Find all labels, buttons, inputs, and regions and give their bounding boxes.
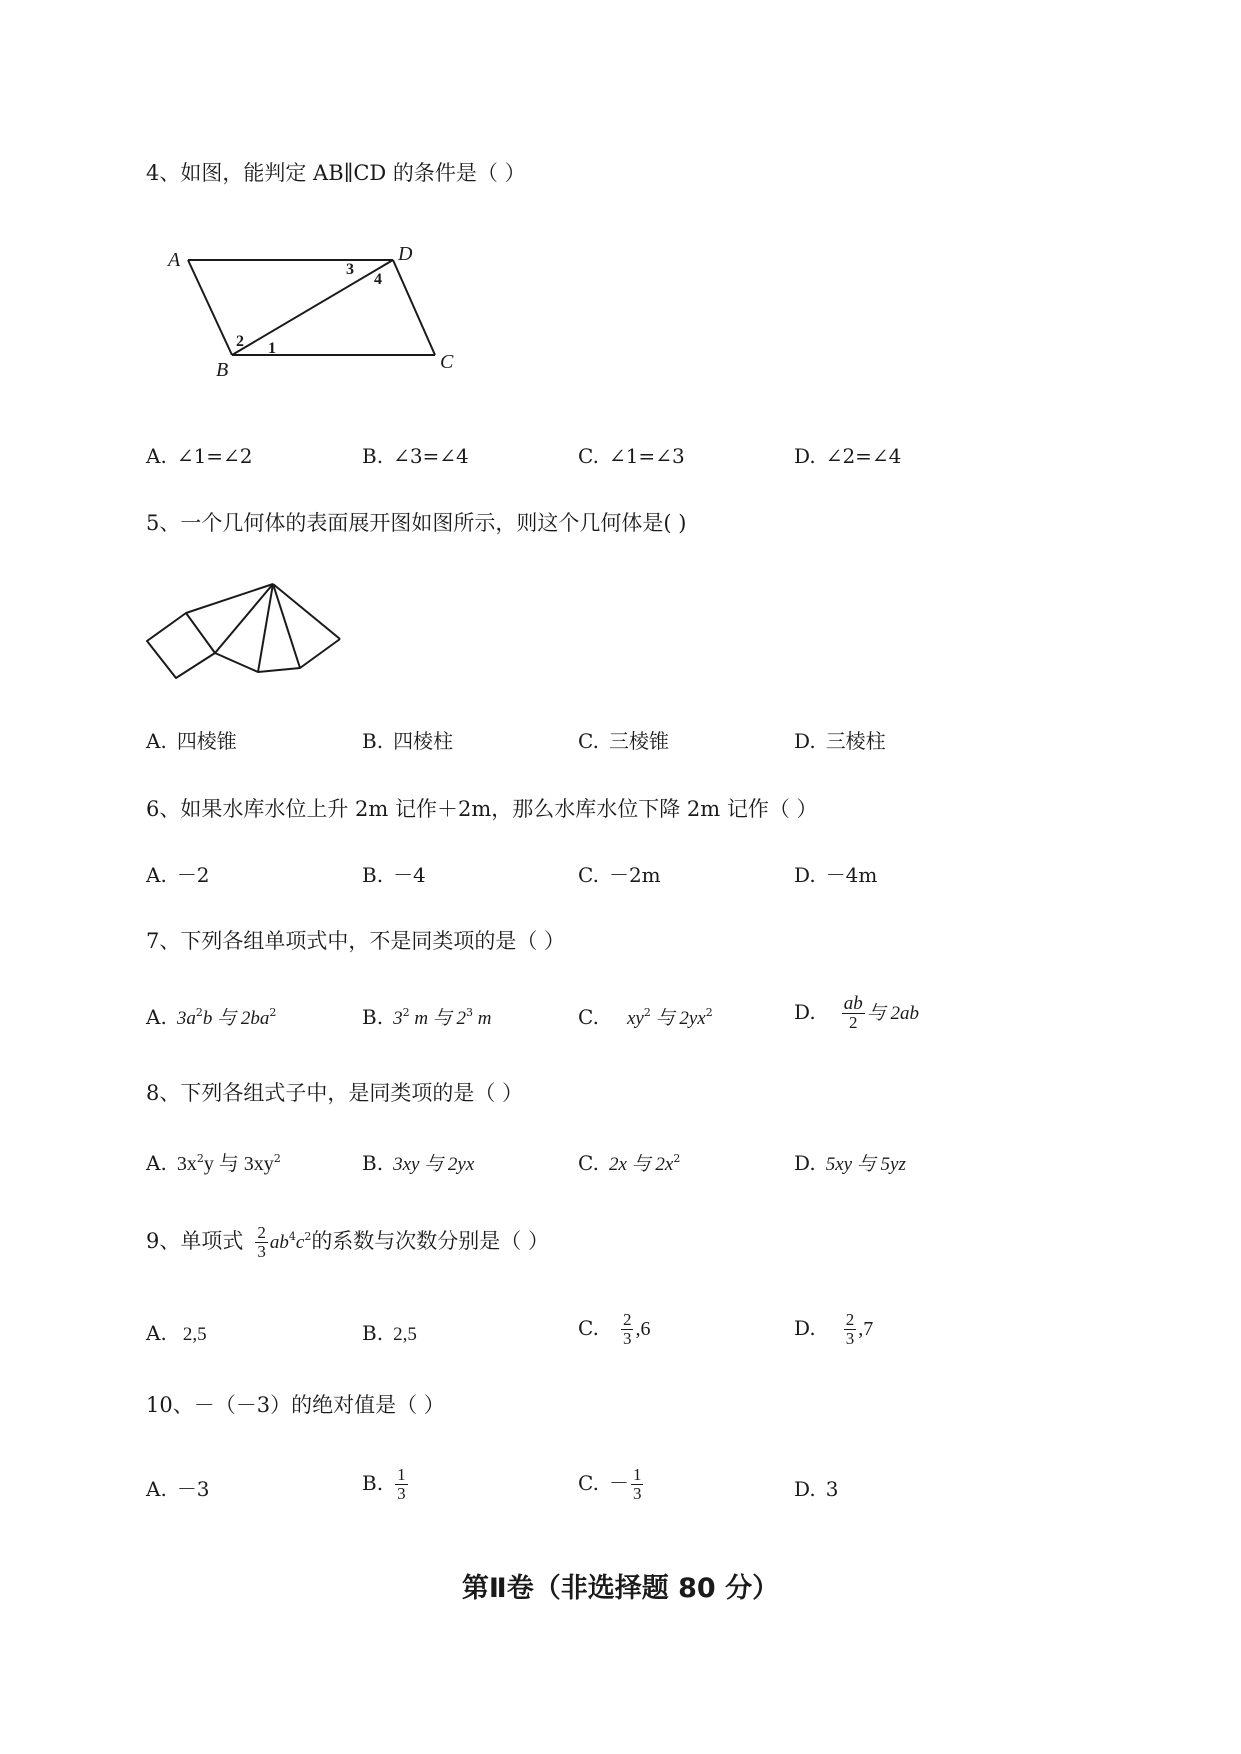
question-8-stem: 8、下列各组式子中，是同类项的是（ ） <box>146 1081 524 1105</box>
q6-option-d[interactable]: D. －4m <box>794 863 878 887</box>
q10-option-b[interactable]: B. $\frac{1}{3}$ <box>362 1465 406 1503</box>
q4-option-a[interactable]: A. ∠1=∠2 <box>146 444 253 468</box>
q8-option-a[interactable]: A. $3x^2y$ 与 $3xy^2$ <box>146 1151 281 1175</box>
vertex-label-a: A <box>168 249 181 271</box>
fraction: $\frac{2}{3}$ <box>622 1310 632 1348</box>
q5-option-d[interactable]: D. 三棱柱 <box>794 729 886 753</box>
question-7-stem: 7、下列各组单项式中，不是同类项的是（ ） <box>146 929 566 953</box>
question-6-stem: 6、如果水库水位上升 2m 记作＋2m，那么水库水位下降 2m 记作（ ） <box>146 797 818 821</box>
section-title: 第Ⅱ卷（非选择题 80 分） <box>461 1573 780 1604</box>
q7-option-b[interactable]: B. $3^2$ m 与 $2^3$ m <box>362 1005 492 1029</box>
q8-option-b[interactable]: B. 3xy 与 2yx <box>362 1151 475 1175</box>
question-5-stem: 5、一个几何体的表面展开图如图所示，则这个几何体是( ) <box>146 511 687 535</box>
q4-option-c[interactable]: C. ∠1=∠3 <box>578 444 685 468</box>
q6-option-a[interactable]: A. －2 <box>146 863 210 887</box>
fraction: $\frac{2}{3}$ <box>257 1223 266 1261</box>
q6-option-b[interactable]: B. －4 <box>362 863 426 887</box>
angle-label-2: 2 <box>236 333 244 350</box>
parallelogram-figure <box>160 238 470 388</box>
q9-option-b[interactable]: B. 2,5 <box>362 1321 417 1345</box>
q4-option-d[interactable]: D. ∠2=∠4 <box>794 444 902 468</box>
q5-option-a[interactable]: A. 四棱锥 <box>146 729 237 753</box>
q5-option-b[interactable]: B. 四棱柱 <box>362 729 454 753</box>
q9-option-a[interactable]: A. 2,5 <box>146 1321 207 1345</box>
angle-label-4: 4 <box>374 271 382 288</box>
vertex-label-c: C <box>440 351 454 373</box>
q7-option-d[interactable]: D. $\frac{ab}{2}$ 与 2ab <box>794 993 919 1032</box>
q10-option-d[interactable]: D. 3 <box>794 1477 839 1501</box>
q5-option-c[interactable]: C. 三棱锥 <box>578 729 669 753</box>
fraction: $\frac{1}{3}$ <box>632 1465 642 1503</box>
q9-option-d[interactable]: D. $\frac{2}{3}$ ,7 <box>794 1310 874 1348</box>
fraction: $\frac{2}{3}$ <box>845 1310 855 1348</box>
q9-option-c[interactable]: C. $\frac{2}{3}$ ,6 <box>578 1310 651 1348</box>
q8-option-c[interactable]: C. 2x 与 $2x^2$ <box>578 1151 681 1175</box>
pyramid-net-figure <box>140 575 350 685</box>
question-9-stem: 9、单项式 $\frac{2}{3}$ $ab^4c^2$的系数与次数分别是（ ） <box>146 1223 549 1261</box>
vertex-label-b: B <box>216 359 229 381</box>
vertex-label-d: D <box>398 243 413 265</box>
angle-label-1: 1 <box>268 340 276 357</box>
q6-option-c[interactable]: C. －2m <box>578 863 661 887</box>
q4-option-b[interactable]: B. ∠3=∠4 <box>362 444 469 468</box>
q10-option-c[interactable]: C. － $\frac{1}{3}$ <box>578 1465 642 1503</box>
fraction: $\frac{ab}{2}$ <box>843 993 863 1032</box>
q8-option-d[interactable]: D. 5xy 与 5yz <box>794 1151 906 1175</box>
q10-option-a[interactable]: A. －3 <box>146 1477 210 1501</box>
question-10-stem: 10、－（－3）的绝对值是（ ） <box>146 1393 445 1417</box>
fraction: $\frac{1}{3}$ <box>397 1465 406 1503</box>
q7-option-c[interactable]: C. $xy^2$ 与 $2yx^2$ <box>578 1005 713 1029</box>
q7-option-a[interactable]: A. $3a^2b$ 与 $2ba^2$ <box>146 1005 277 1029</box>
angle-label-3: 3 <box>346 261 354 278</box>
question-4-stem: 4、如图，能判定 AB∥CD 的条件是（ ） <box>146 161 526 185</box>
